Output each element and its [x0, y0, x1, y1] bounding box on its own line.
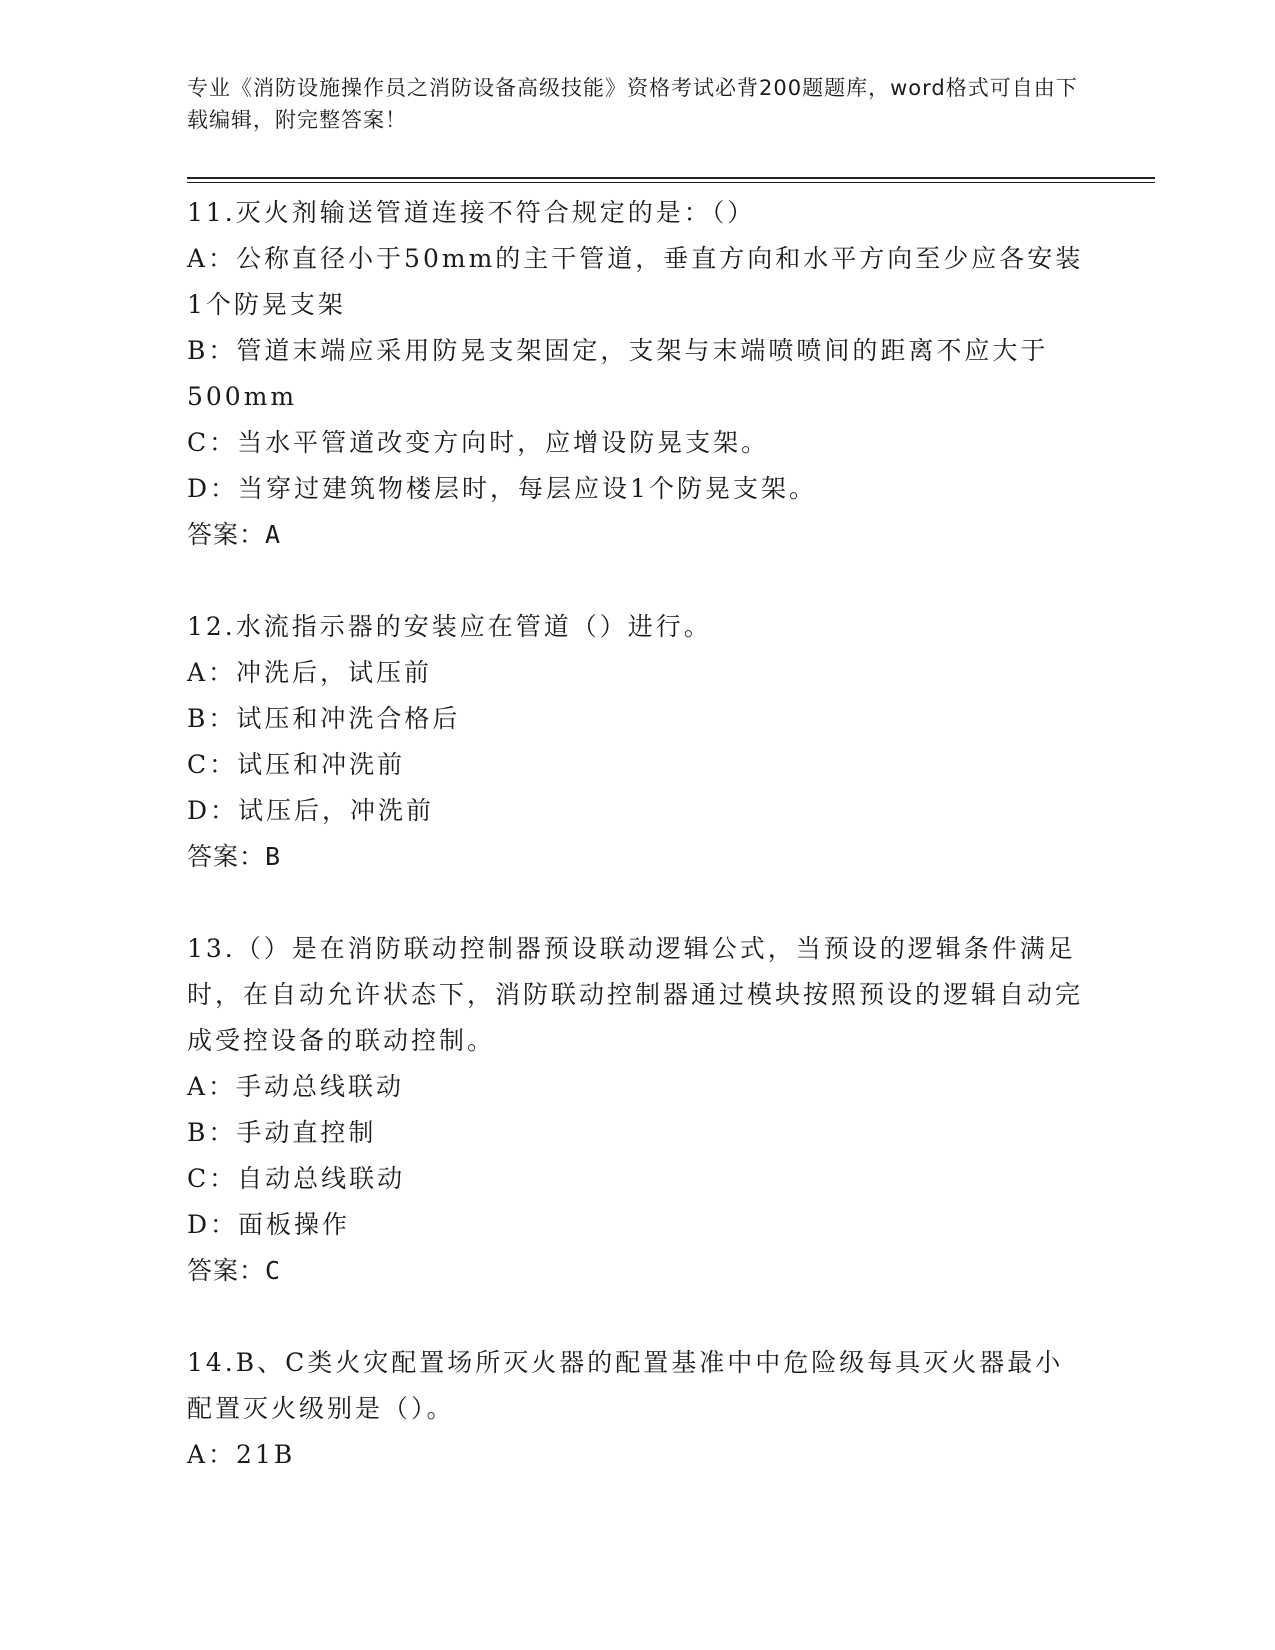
answer-line [187, 512, 1087, 558]
answer-label: 答案： [187, 842, 266, 871]
question-stem: 12.水流指示器的安装应在管道（）进行。 [187, 612, 712, 641]
option-d: D：当穿过建筑物楼层时，每层应设1个防晃支架。 [187, 474, 817, 503]
option-d: D：面板操作 [187, 1210, 351, 1239]
spacer [187, 1294, 1087, 1340]
question-11 [187, 190, 1087, 558]
question-12 [187, 604, 1087, 880]
option-c: C：当水平管道改变方向时，应增设防晃支架。 [187, 428, 770, 457]
answer-value: C [265, 1256, 282, 1285]
option-b: B：管道末端应采用防晃支架固定，支架与末端喷喷间的距离不应大于500mm [187, 336, 1049, 411]
answer-label: 答案： [187, 520, 266, 549]
option-d: D：试压后，冲洗前 [187, 796, 435, 825]
option-a: A：21B [187, 1440, 296, 1469]
option-c: C：试压和冲洗前 [187, 750, 406, 779]
header-divider-thin [187, 182, 1155, 183]
header-text: 专业《消防设施操作员之消防设备高级技能》资格考试必背200题题库，word格式可自由下载编辑，附完整答案！ [187, 76, 1078, 132]
spacer [187, 558, 1087, 604]
option-c: C：自动总线联动 [187, 1164, 406, 1193]
answer-line [187, 1248, 1087, 1294]
question-stem: 11.灭火剂输送管道连接不符合规定的是：（） [187, 198, 756, 227]
header-divider-thick [187, 177, 1155, 179]
answer-value: A [265, 520, 282, 549]
question-stem: 14.B、C类火灾配置场所灭火器的配置基准中中危险级每具灭火器最小配置灭火级别是（）。 [187, 1348, 1064, 1423]
answer-label: 答案： [187, 1256, 266, 1285]
question-13 [187, 926, 1087, 1294]
option-a: A：公称直径小于50mm的主干管道，垂直方向和水平方向至少应各安装1个防晃支架 [187, 244, 1084, 319]
question-stem: 13.（）是在消防联动控制器预设联动逻辑公式，当预设的逻辑条件满足时，在自动允许状态下，消防联动控制器通过模块按照预设的逻辑自动完成受控设备的联动控制。 [187, 934, 1084, 1055]
answer-value: B [265, 842, 282, 871]
option-b: B：试压和冲洗合格后 [187, 704, 461, 733]
document-header [187, 72, 1087, 136]
option-a: A：冲洗后，试压前 [187, 658, 433, 687]
question-14 [187, 1340, 1087, 1478]
option-b: B：手动直控制 [187, 1118, 377, 1147]
answer-line [187, 834, 1087, 880]
spacer [187, 880, 1087, 926]
question-list [187, 190, 1087, 1478]
option-a: A：手动总线联动 [187, 1072, 405, 1101]
